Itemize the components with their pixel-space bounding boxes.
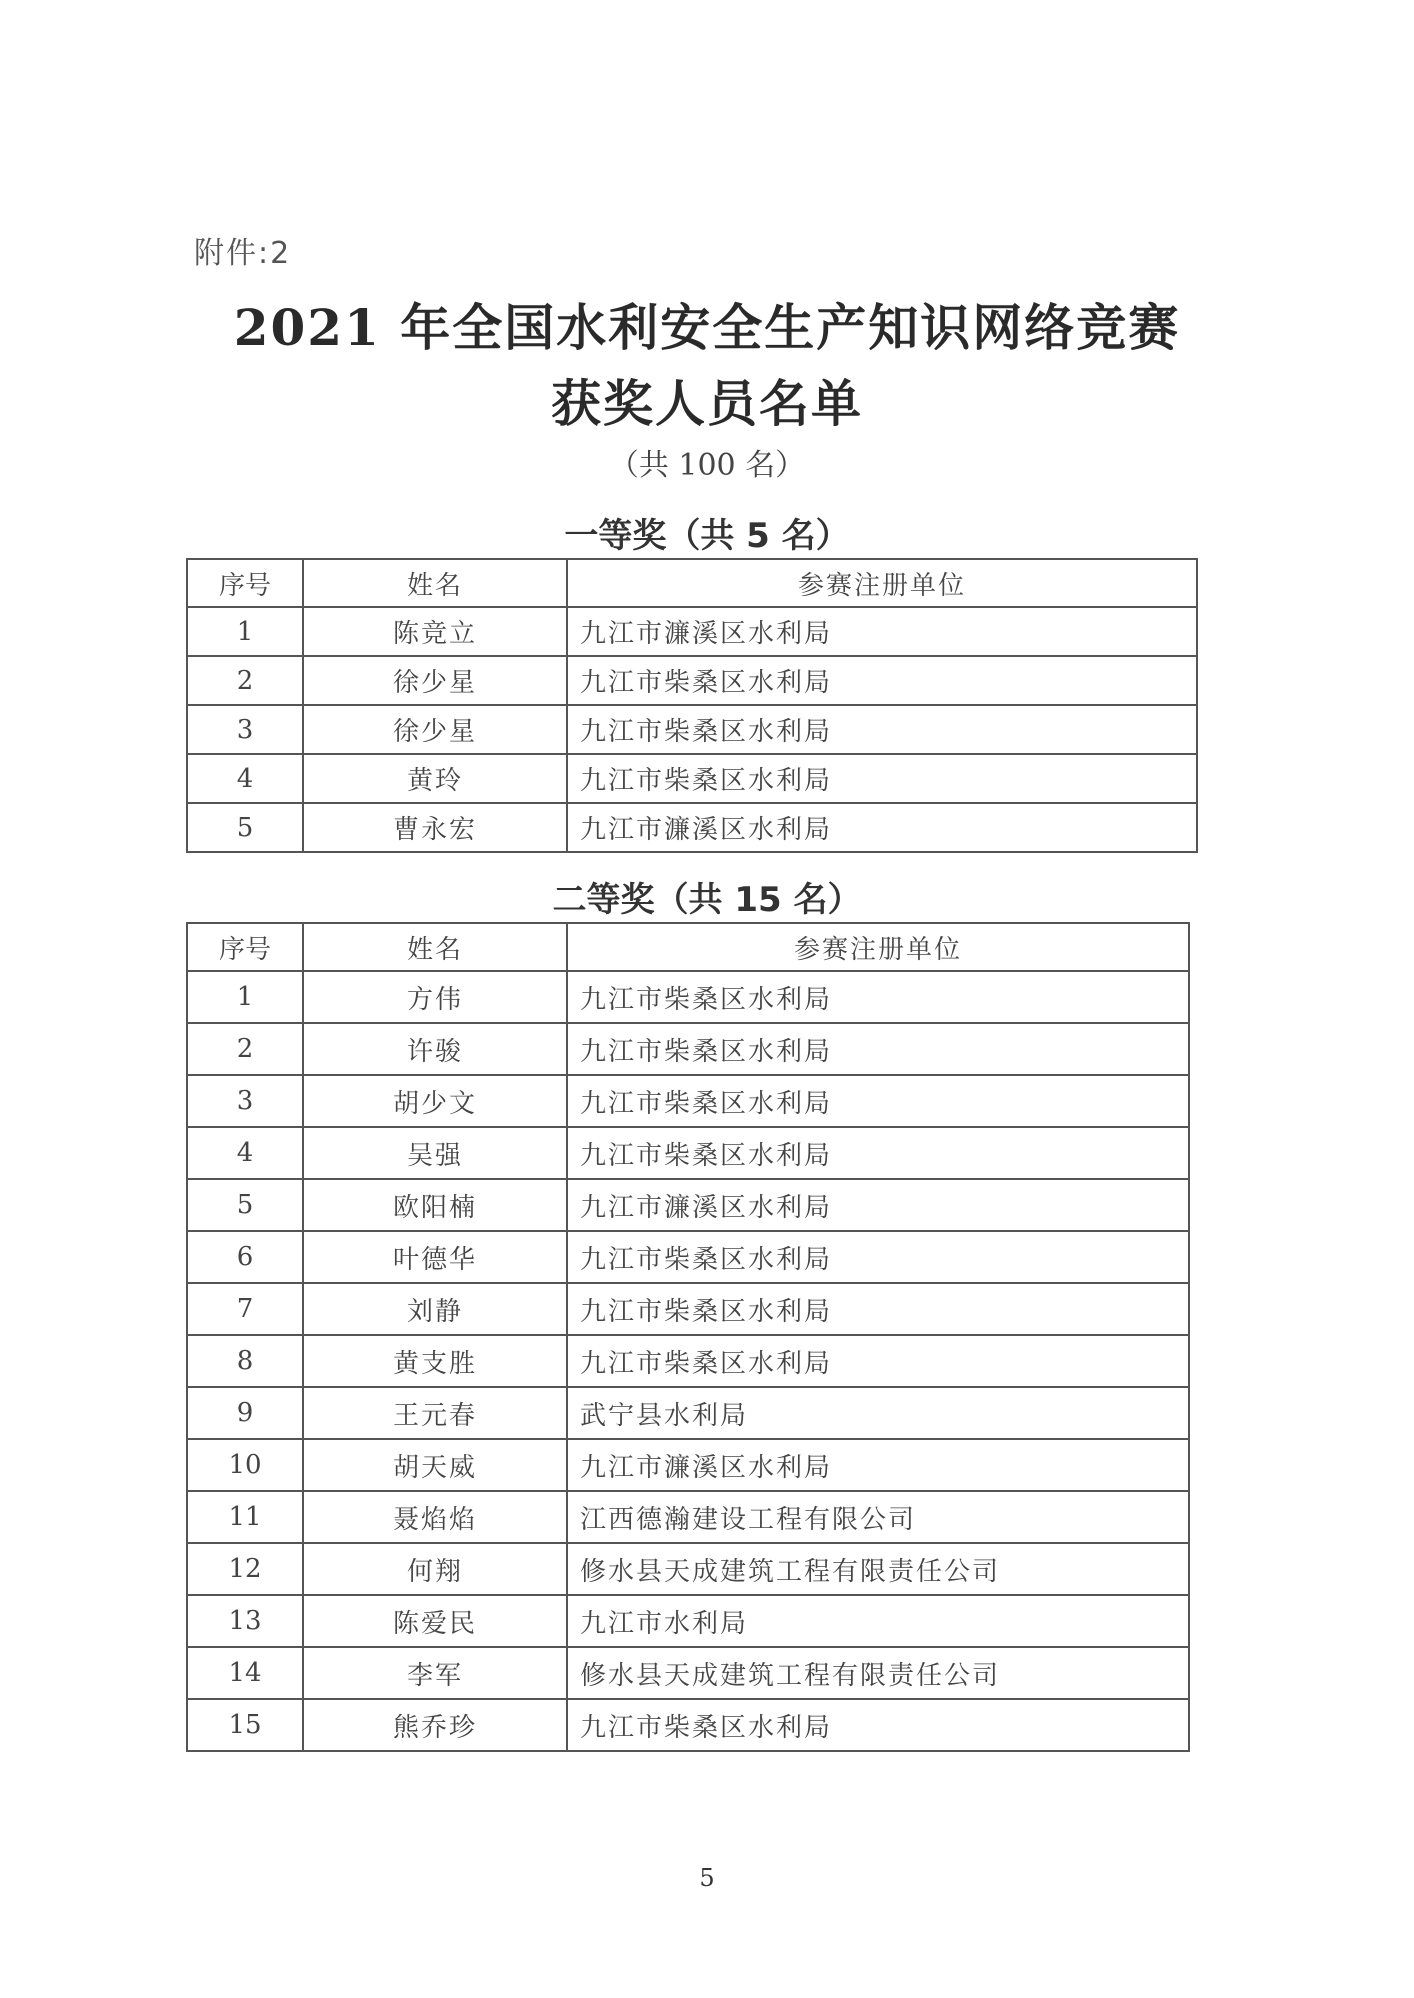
row-name: 胡少文 xyxy=(303,1075,567,1127)
row-number: 3 xyxy=(187,1075,303,1127)
table-row xyxy=(187,1335,1189,1387)
table-row xyxy=(187,1647,1189,1699)
table-row xyxy=(187,1231,1189,1283)
row-unit: 九江市柴桑区水利局 xyxy=(567,705,1197,754)
first-prize-table xyxy=(186,558,1198,853)
table-row xyxy=(187,803,1197,852)
row-name: 黄支胜 xyxy=(303,1335,567,1387)
row-unit: 九江市柴桑区水利局 xyxy=(567,1127,1189,1179)
table-row xyxy=(187,607,1197,656)
column-header-unit: 参赛注册单位 xyxy=(567,923,1189,971)
row-name: 黄玲 xyxy=(303,754,567,803)
row-number: 3 xyxy=(187,705,303,754)
table-row xyxy=(187,1699,1189,1751)
table-row xyxy=(187,1387,1189,1439)
row-name: 李军 xyxy=(303,1647,567,1699)
row-name: 刘静 xyxy=(303,1283,567,1335)
row-number: 1 xyxy=(187,607,303,656)
column-header-name: 姓名 xyxy=(303,923,567,971)
row-unit: 九江市濂溪区水利局 xyxy=(567,803,1197,852)
row-unit: 九江市柴桑区水利局 xyxy=(567,1075,1189,1127)
row-name: 熊乔珍 xyxy=(303,1699,567,1751)
row-name: 胡天威 xyxy=(303,1439,567,1491)
row-unit: 九江市濂溪区水利局 xyxy=(567,607,1197,656)
row-unit: 九江市水利局 xyxy=(567,1595,1189,1647)
table-row xyxy=(187,1491,1189,1543)
row-name: 陈爱民 xyxy=(303,1595,567,1647)
column-header-name: 姓名 xyxy=(303,559,567,607)
row-unit: 九江市柴桑区水利局 xyxy=(567,1283,1189,1335)
row-number: 1 xyxy=(187,971,303,1023)
table-row xyxy=(187,1595,1189,1647)
row-number: 10 xyxy=(187,1439,303,1491)
row-name: 聂焰焰 xyxy=(303,1491,567,1543)
row-unit: 九江市濂溪区水利局 xyxy=(567,1439,1189,1491)
row-name: 方伟 xyxy=(303,971,567,1023)
table-header-row xyxy=(187,559,1197,607)
row-number: 13 xyxy=(187,1595,303,1647)
row-unit: 修水县天成建筑工程有限责任公司 xyxy=(567,1543,1189,1595)
second-prize-heading: 二等奖（共 15 名） xyxy=(552,880,862,920)
row-number: 4 xyxy=(187,1127,303,1179)
table-row xyxy=(187,1023,1189,1075)
table-row xyxy=(187,1179,1189,1231)
table-row xyxy=(187,1127,1189,1179)
row-unit: 九江市柴桑区水利局 xyxy=(567,1023,1189,1075)
attachment-label: 附件:2 xyxy=(194,236,292,271)
row-name: 王元春 xyxy=(303,1387,567,1439)
row-unit: 九江市柴桑区水利局 xyxy=(567,1231,1189,1283)
row-unit: 修水县天成建筑工程有限责任公司 xyxy=(567,1647,1189,1699)
table-row xyxy=(187,971,1189,1023)
second-prize-table xyxy=(186,922,1190,1752)
document-title-line-2: 获奖人员名单 xyxy=(551,374,863,433)
table-row xyxy=(187,656,1197,705)
row-number: 2 xyxy=(187,656,303,705)
column-header-no: 序号 xyxy=(187,559,303,607)
row-number: 5 xyxy=(187,803,303,852)
row-number: 5 xyxy=(187,1179,303,1231)
row-name: 何翔 xyxy=(303,1543,567,1595)
row-unit: 江西德瀚建设工程有限公司 xyxy=(567,1491,1189,1543)
row-unit: 九江市柴桑区水利局 xyxy=(567,971,1189,1023)
row-unit: 九江市濂溪区水利局 xyxy=(567,1179,1189,1231)
row-name: 徐少星 xyxy=(303,656,567,705)
row-number: 11 xyxy=(187,1491,303,1543)
table-row xyxy=(187,754,1197,803)
row-name: 欧阳楠 xyxy=(303,1179,567,1231)
row-name: 许骏 xyxy=(303,1023,567,1075)
row-name: 陈竞立 xyxy=(303,607,567,656)
row-name: 叶德华 xyxy=(303,1231,567,1283)
row-number: 15 xyxy=(187,1699,303,1751)
document-title-line-1: 2021 年全国水利安全生产知识网络竞赛 xyxy=(233,298,1181,357)
column-header-no: 序号 xyxy=(187,923,303,971)
page-number: 5 xyxy=(699,1864,715,1892)
table-header-row xyxy=(187,923,1189,971)
table-row xyxy=(187,1283,1189,1335)
row-unit: 武宁县水利局 xyxy=(567,1387,1189,1439)
second-prize-rows xyxy=(187,971,1189,1751)
row-unit: 九江市柴桑区水利局 xyxy=(567,1699,1189,1751)
table-row xyxy=(187,1439,1189,1491)
row-number: 4 xyxy=(187,754,303,803)
row-name: 曹永宏 xyxy=(303,803,567,852)
table-row xyxy=(187,1075,1189,1127)
row-unit: 九江市柴桑区水利局 xyxy=(567,656,1197,705)
column-header-unit: 参赛注册单位 xyxy=(567,559,1197,607)
table-row xyxy=(187,1543,1189,1595)
row-unit: 九江市柴桑区水利局 xyxy=(567,754,1197,803)
document-subtitle: （共 100 名） xyxy=(608,448,806,483)
row-name: 徐少星 xyxy=(303,705,567,754)
row-number: 7 xyxy=(187,1283,303,1335)
table-row xyxy=(187,705,1197,754)
first-prize-heading: 一等奖（共 5 名） xyxy=(564,516,850,556)
row-number: 12 xyxy=(187,1543,303,1595)
row-name: 吴强 xyxy=(303,1127,567,1179)
row-number: 2 xyxy=(187,1023,303,1075)
row-unit: 九江市柴桑区水利局 xyxy=(567,1335,1189,1387)
row-number: 14 xyxy=(187,1647,303,1699)
row-number: 9 xyxy=(187,1387,303,1439)
row-number: 8 xyxy=(187,1335,303,1387)
first-prize-rows xyxy=(187,607,1197,852)
row-number: 6 xyxy=(187,1231,303,1283)
